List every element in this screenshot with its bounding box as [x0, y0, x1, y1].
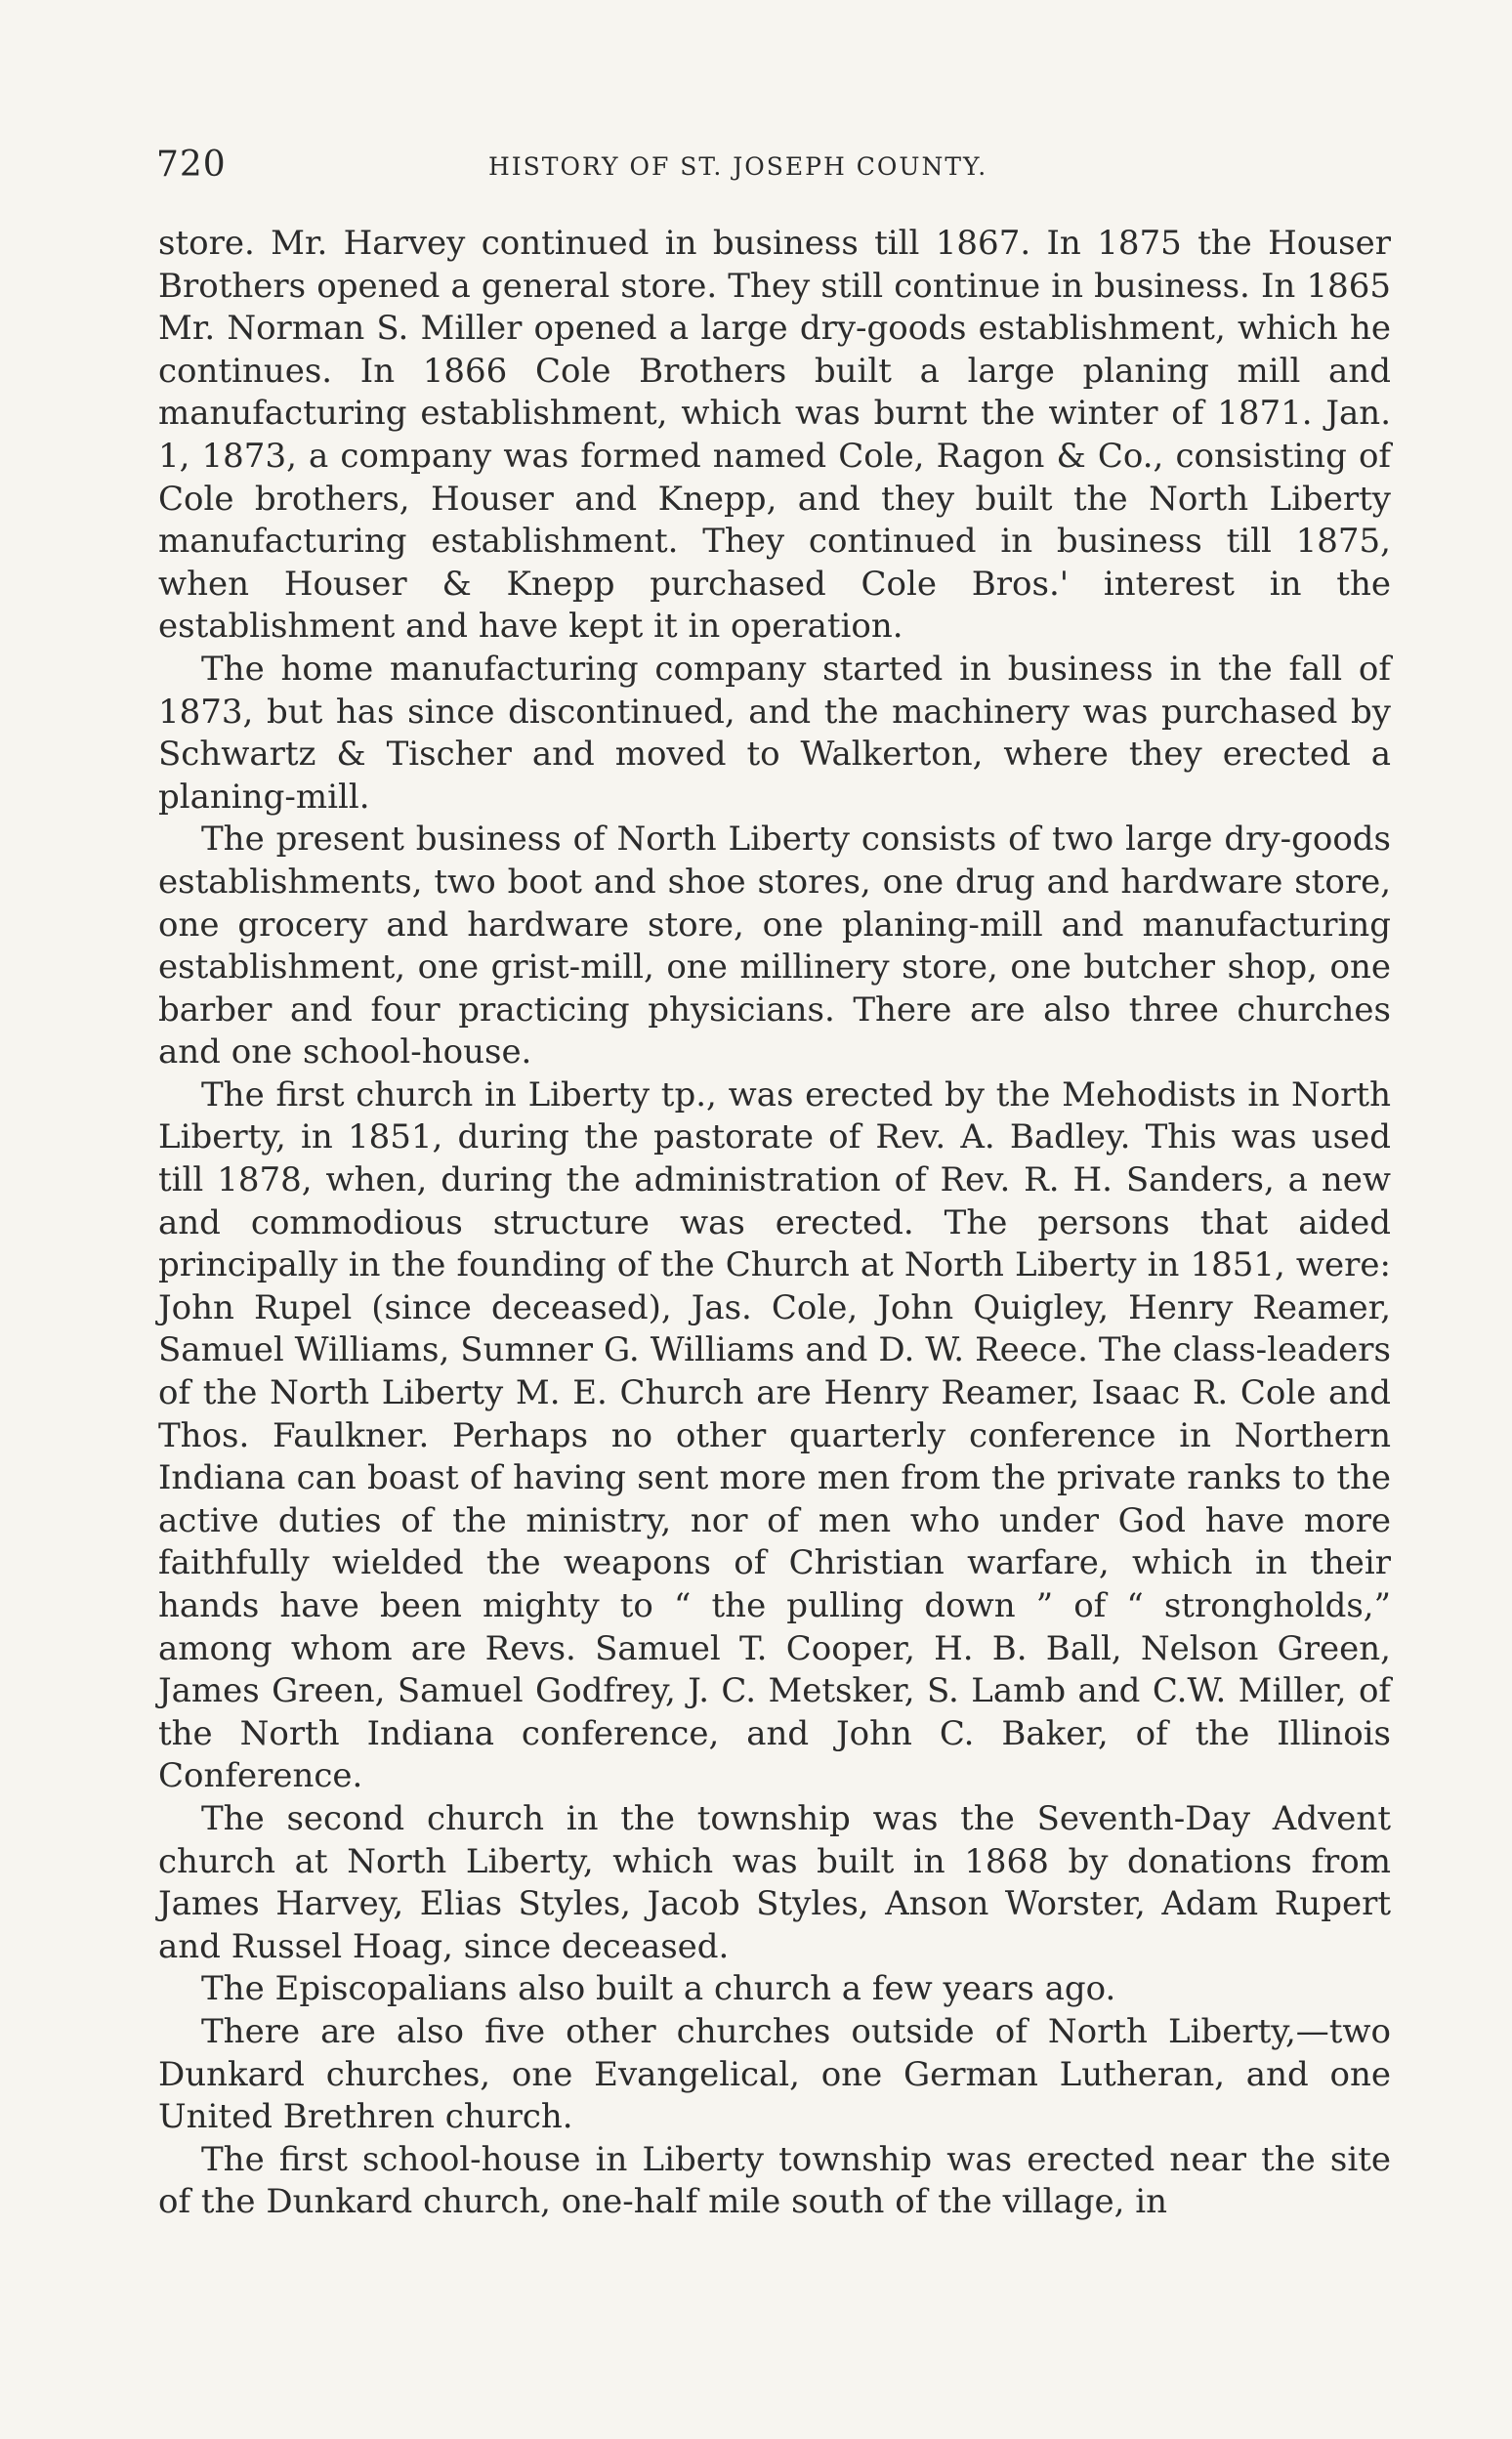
paragraph-first-school-house: The first school-house in Liberty township was erected near the site of the Dunkard church, one-half mile south of the village, in	[158, 2139, 1391, 2222]
body-text	[158, 223, 1391, 2224]
paragraph-continued: store. Mr. Harvey continued in business till 1867. In 1875 the Houser Brothers opened a general store. They still continue in business. In 1865 Mr. Norman S. Miller opened a large dry-goods establishment, which he continues. In 1866 Cole Brothers built a large planing mill and manufacturing establishment, which was burnt the winter of 1871. Jan. 1, 1873, a company was formed named Cole, Ragon & Co., consisting of Cole brothers, Houser and Knepp, and they built the North Liberty manufacturing establishment. They continued in business till 1875, when Houser & Knepp purchased Cole Bros.' interest in the establishment and have kept it in operation.	[158, 224, 1391, 647]
page-number: 720	[156, 145, 227, 185]
paragraph-home-manufacturing: The home manufacturing company started in business in the fall of 1873, but has since discontinued, and the machinery was purchased by Schwartz & Tischer and moved to Walkerton, where they erected a planing-mill.	[158, 649, 1391, 817]
paragraph-second-church: The second church in the township was the Seventh-Day Advent church at North Liberty, which was built in 1868 by donations from James Harvey, Elias Styles, Jacob Styles, Anson Worster, Adam Rupert and Russel Hoag, since deceased.	[158, 1798, 1391, 1966]
paragraph-episcopalians: The Episcopalians also built a church a few years ago.	[201, 1969, 1116, 2009]
paragraph-first-church: The first church in Liberty tp., was erected by the Mehodists in North Liberty, in 1851, during the pastorate of Rev. A. Badley. This was used till 1878, when, during the administration of Rev. R. H. Sanders, a new and commodious structure was erected. The persons that aided principally in the founding of the Church at North Liberty in 1851, were: John Rupel (since deceased), Jas. Cole, John Quigley, Henry Reamer, Samuel Williams, Sumner G. Williams and D. W. Reece. The class-leaders of the North Liberty M. E. Church are Henry Reamer, Isaac R. Cole and Thos. Faulkner. Perhaps no other quarterly conference in Northern Indiana can boast of having sent more men from the private ranks to the active duties of the ministry, nor of men who under God have more faithfully wielded the weapons of Christian warfare, which in their hands have been mighty to “ the pulling down ” of “ strongholds,” among whom are Revs. Samuel T. Cooper, H. B. Ball, Nelson Green, James Green, Samuel Godfrey, J. C. Metsker, S. Lamb and C.W. Miller, of the North Indiana conference, and John C. Baker, of the Illinois Conference.	[158, 1074, 1391, 1796]
running-head	[156, 145, 1392, 193]
paragraph-present-business: The present business of North Liberty consists of two large dry-goods establishments, two boot and shoe stores, one drug and hardware store, one grocery and hardware store, one planing-mill and manufacturing establishment, one grist-mill, one millinery store, one butcher shop, one barber and four practicing physicians. There are also three churches and one school-house.	[158, 820, 1391, 1072]
paragraph-other-churches: There are also five other churches outside of North Liberty,—two Dunkard churches, one Evangelical, one German Lutheran, and one United Brethren church.	[158, 2011, 1391, 2137]
running-title: HISTORY OF ST. JOSEPH COUNTY.	[488, 152, 988, 181]
